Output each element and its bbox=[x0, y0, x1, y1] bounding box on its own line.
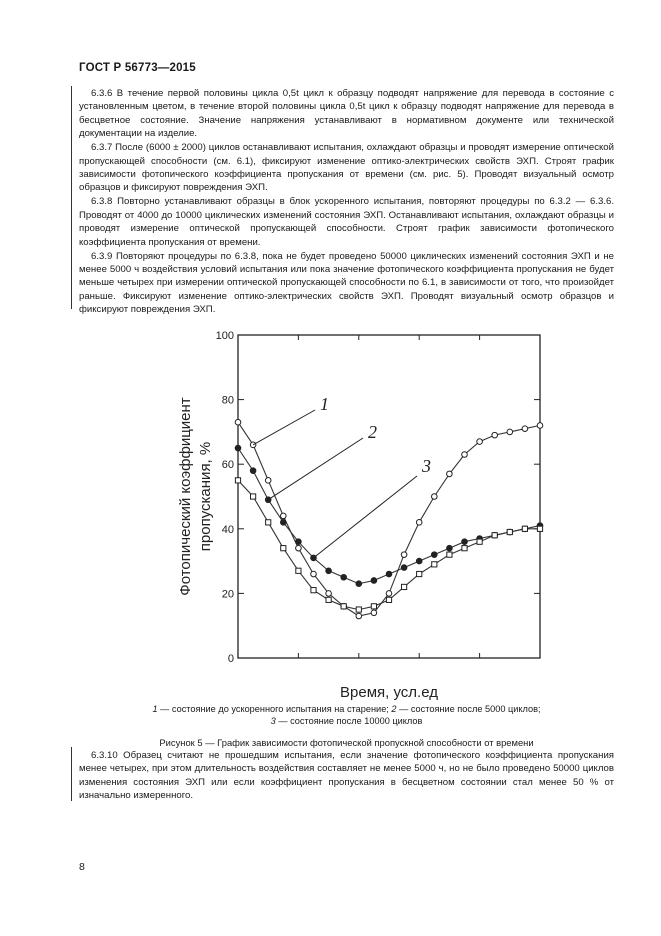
paragraph-6-3-9: 6.3.9 Повторяют процедуры по 6.3.8, пока не будет проведено 50000 циклических изменений состояния ЭХП и не менее 5000 ч воздействия условий испытания или пока значение фотопического коэффициента пропускания не будет меньше четырех при измерении оптической пропускающей способности по 6.1, в зависимости от того, что произойдет раньше. Фиксируют изменение оптико-электрических свойств ЭХП. Проводят визуальный осмотр образцов и фиксируют повреждения ЭХП. bbox=[79, 250, 614, 316]
legend-key-1: 1 bbox=[152, 704, 158, 714]
data-point-series-1 bbox=[432, 494, 438, 500]
legend-line-1 bbox=[79, 703, 614, 715]
y-tick-label: 60 bbox=[221, 459, 234, 472]
body-text-bottom bbox=[79, 749, 614, 803]
page-number: 8 bbox=[79, 861, 85, 873]
data-point-series-3 bbox=[266, 520, 271, 525]
data-point-series-3 bbox=[522, 526, 527, 531]
data-point-series-3 bbox=[341, 604, 346, 609]
figure-5-chart bbox=[160, 320, 560, 700]
data-point-series-2 bbox=[250, 468, 256, 474]
data-point-series-1 bbox=[311, 571, 317, 577]
paragraph-6-3-10: 6.3.10 Образец считают не прошедшим испытания, если значение фотопического коэффициента пропускания менее четырех, при этом длительность воздействия составляет не менее 5000 ч, но не было проведено 50000 циклов изменения состояния ЭХП или если коэффициент пропускания в бесцветном состоянии стал менее 50 % от изначально измеренного. bbox=[79, 750, 614, 802]
curve-leader-1 bbox=[253, 410, 315, 445]
data-point-series-3 bbox=[386, 597, 391, 602]
curve-label-3: 3 bbox=[422, 456, 431, 476]
legend-text-2: — состояние после 5000 циклов; bbox=[396, 704, 541, 714]
data-point-series-1 bbox=[386, 591, 392, 597]
data-point-series-1 bbox=[265, 478, 271, 484]
data-point-series-2 bbox=[386, 571, 392, 577]
data-point-series-1 bbox=[371, 610, 377, 616]
data-point-series-3 bbox=[251, 494, 256, 499]
change-bar-bottom bbox=[71, 747, 72, 801]
curve-label-1: 1 bbox=[320, 394, 329, 414]
data-point-series-1 bbox=[235, 419, 241, 425]
data-point-series-3 bbox=[356, 607, 361, 612]
legend-key-3: 3 bbox=[270, 716, 276, 726]
y-axis-label-line2: пропускания, % bbox=[197, 441, 214, 552]
data-point-series-2 bbox=[401, 565, 407, 571]
data-point-series-2 bbox=[447, 545, 453, 551]
legend-key-2: 2 bbox=[391, 704, 397, 714]
data-point-series-2 bbox=[296, 539, 302, 545]
body-text-top bbox=[79, 87, 614, 317]
data-point-series-3 bbox=[371, 604, 376, 609]
data-point-series-3 bbox=[402, 584, 407, 589]
data-point-series-1 bbox=[492, 432, 498, 438]
data-point-series-1 bbox=[281, 513, 287, 519]
change-bar-top bbox=[71, 86, 72, 309]
data-point-series-1 bbox=[401, 552, 407, 558]
data-point-series-2 bbox=[462, 539, 468, 545]
data-point-series-3 bbox=[492, 533, 497, 538]
data-point-series-2 bbox=[432, 552, 438, 558]
data-point-series-1 bbox=[356, 613, 362, 619]
data-point-series-2 bbox=[356, 581, 362, 587]
legend-text-3: — состояние после 10000 циклов bbox=[275, 716, 423, 726]
curve-label-2: 2 bbox=[368, 422, 377, 442]
legend-text-1: — состояние до ускоренного испытания на старение; bbox=[157, 704, 392, 714]
y-axis-label-line1: Фотопический коэффициент bbox=[177, 397, 194, 596]
legend-line-2 bbox=[79, 715, 614, 727]
data-point-series-1 bbox=[477, 439, 483, 445]
paragraph-6-3-6: 6.3.6 В течение первой половины цикла 0,5t цикл к образцу подводят напряжение для перевода в состояние с установленным цветом, в течение второй половины цикла 0,5t цикл к образцу подводят напряжение для перевода в бесцветное состояние. Значение напряжения устанавливают в нормативном документе или технической документации на изделие. bbox=[79, 88, 614, 140]
data-point-series-3 bbox=[417, 571, 422, 576]
data-point-series-1 bbox=[447, 471, 453, 477]
y-tick-label: 100 bbox=[215, 330, 234, 342]
chart-svg bbox=[160, 320, 560, 700]
data-point-series-3 bbox=[462, 546, 467, 551]
data-point-series-1 bbox=[507, 429, 513, 435]
data-point-series-1 bbox=[537, 423, 543, 429]
data-point-series-1 bbox=[326, 591, 332, 597]
document-header: ГОСТ Р 56773—2015 bbox=[79, 62, 196, 74]
y-tick-label: 0 bbox=[227, 653, 234, 665]
data-point-series-3 bbox=[432, 562, 437, 567]
figure-legend bbox=[79, 703, 614, 727]
data-point-series-3 bbox=[507, 529, 512, 534]
paragraph-6-3-8: 6.3.8 Повторно устанавливают образцы в блок ускоренного испытания, повторяют процедуры по 6.3.2 — 6.3.6. Проводят от 4000 до 10000 циклических изменений состояния ЭХП. Останавливают испытания, охлаждают образцы и проводят измерение оптической пропускающей способности. Строят график зависимости фотопического коэффициента пропускания от времени. bbox=[79, 196, 614, 248]
data-point-series-3 bbox=[326, 597, 331, 602]
data-point-series-3 bbox=[311, 588, 316, 593]
x-axis-label: Время, усл.ед bbox=[340, 684, 438, 700]
data-point-series-1 bbox=[522, 426, 528, 432]
paragraph-6-3-7: 6.3.7 После (6000 ± 2000) циклов останавливают испытания, охлаждают образцы и проводят измерение оптической пропускающей способности (см. 6.1), фиксируют изменение оптико-электрических свойств ЭХП. Строят график зависимости фотопического коэффициента пропускания от времени (см. рис. 5). Проводят визуальный осмотр образцов и фиксируют повреждения ЭХП. bbox=[79, 142, 614, 194]
y-tick-label: 80 bbox=[221, 394, 234, 407]
data-point-series-1 bbox=[250, 442, 256, 448]
data-point-series-1 bbox=[416, 520, 422, 526]
data-point-series-3 bbox=[477, 539, 482, 544]
y-tick-label: 40 bbox=[221, 523, 234, 536]
curve-leader-3 bbox=[314, 476, 418, 558]
data-point-series-3 bbox=[235, 478, 240, 483]
data-point-series-3 bbox=[447, 552, 452, 557]
data-point-series-2 bbox=[235, 445, 241, 451]
data-point-series-2 bbox=[416, 558, 422, 564]
data-point-series-1 bbox=[296, 545, 302, 551]
data-point-series-2 bbox=[341, 574, 347, 580]
data-point-series-2 bbox=[281, 520, 287, 526]
curve-leader-2 bbox=[268, 438, 363, 500]
plot-frame bbox=[238, 335, 540, 658]
data-point-series-3 bbox=[537, 526, 542, 531]
data-point-series-2 bbox=[371, 578, 377, 584]
y-tick-label: 20 bbox=[221, 588, 234, 601]
data-point-series-3 bbox=[296, 568, 301, 573]
data-point-series-3 bbox=[281, 546, 286, 551]
figure-title: Рисунок 5 — График зависимости фотопической пропускной способности от времени bbox=[159, 737, 534, 748]
data-point-series-1 bbox=[462, 452, 468, 458]
data-point-series-2 bbox=[326, 568, 332, 574]
